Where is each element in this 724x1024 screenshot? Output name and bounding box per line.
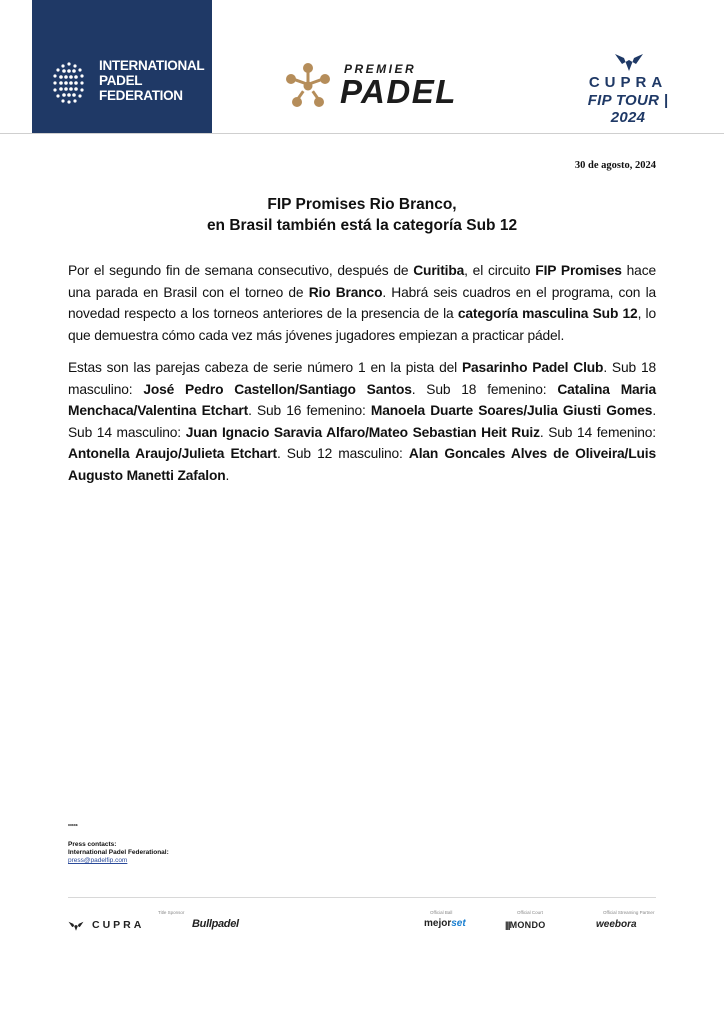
paragraph2-run: . Sub 18 masculino: xyxy=(68,360,656,397)
contacts-org: International Padel Federational: xyxy=(68,849,169,856)
paragraph-2 xyxy=(68,357,656,486)
press-contacts xyxy=(68,823,169,865)
paragraph2-run: Estas son las parejas cabeza de serie número 1 en la pista del xyxy=(68,360,462,375)
press-date: 30 de agosto, 2024 xyxy=(574,160,656,171)
paragraph2-run: . Sub 14 femenino: xyxy=(539,424,656,440)
ipf-logo-text xyxy=(99,58,204,103)
paragraph2-run: Antonella Araujo/Julieta Etchart xyxy=(68,446,277,461)
paragraph1-run: . Habrá seis cuadros en el programa, con la novedad respecto a los torneos anteriores de la presencia de la xyxy=(68,284,657,321)
fip-tour-text: FIP TOUR | 2024 xyxy=(587,92,669,126)
ipf-ball-icon xyxy=(52,60,86,106)
paragraph-1 xyxy=(68,260,656,346)
paragraph2-run: Alan Goncales Alves de Oliveira/Luis Augusto Manetti Zafalon xyxy=(68,446,657,483)
footer-cupra-text: CUPRA xyxy=(92,919,145,931)
paragraph2-run: . xyxy=(225,467,230,483)
cupra-fip-tour-logo xyxy=(574,52,682,126)
mondo-text: MONDO xyxy=(509,920,546,930)
padel-text: PADEL xyxy=(340,73,457,110)
title-line-2: en Brasil también está la categoría Sub 12 xyxy=(206,217,518,234)
paragraph2-run: José Pedro Castellon/Santiago Santos xyxy=(143,381,412,397)
paragraph1-run: hace una parada en Brasil con el torneo de xyxy=(68,263,656,300)
paragraph2-run: . Sub 14 masculino: xyxy=(68,403,656,440)
ipf-logo-block xyxy=(32,0,212,133)
premier-text: PREMIER xyxy=(344,62,417,76)
footer-divider xyxy=(68,897,656,898)
press-title xyxy=(0,194,724,236)
paragraph2-run: Juan Ignacio Saravia Alfaro/Mateo Sebastian Heit Ruiz xyxy=(185,424,540,440)
paragraph1-run: Rio Branco xyxy=(308,284,383,300)
cupra-emblem-icon xyxy=(614,52,644,72)
page-header xyxy=(0,0,724,133)
contacts-separator: ***** xyxy=(68,824,78,830)
paragraph2-run: Manoela Duarte Soares/Julia Giusti Gomes xyxy=(370,403,653,418)
footer-weebora-logo: weebora xyxy=(596,919,637,930)
contacts-heading: Press contacts: xyxy=(68,841,117,848)
premier-padel-flower-icon xyxy=(286,63,330,109)
ipf-line-2: PADEL xyxy=(99,73,143,88)
footer-mondo-logo xyxy=(505,920,546,930)
contacts-email-link[interactable]: press@padelfip.com xyxy=(68,857,128,864)
mejorset-text-b: set xyxy=(451,918,466,929)
label-official-court: Official Court xyxy=(517,910,543,915)
paragraph1-run: FIP Promises xyxy=(535,263,622,278)
paragraph2-run: Catalina Maria Menchaca/Valentina Etchart xyxy=(68,381,656,418)
mejorset-text-a: mejor xyxy=(424,918,452,929)
paragraph1-run: , lo que demuestra cómo cada vez más jóvenes jugadores empiezan a practicar pádel. xyxy=(68,306,656,343)
paragraph2-run: Pasarinho Padel Club xyxy=(461,360,604,375)
footer-cupra-logo xyxy=(68,918,168,934)
label-title-sponsor: Title Sponsor xyxy=(158,910,185,915)
cupra-wordmark: CUPRA xyxy=(588,74,668,91)
paragraph1-run: , el circuito xyxy=(464,263,536,278)
paragraph1-run: Curitiba xyxy=(413,263,465,278)
paragraph1-run: Por el segundo fin de semana consecutivo, después de xyxy=(68,263,414,278)
title-line-1: FIP Promises Rio Branco, xyxy=(267,196,457,213)
ipf-line-1: INTERNATIONAL xyxy=(99,58,205,73)
paragraph2-run: . Sub 18 femenino: xyxy=(411,381,558,397)
label-official-streaming: Official Streaming Partner xyxy=(603,910,655,915)
footer-bullpadel-logo: Bullpadel xyxy=(192,918,239,930)
label-official-ball: Official Ball xyxy=(430,910,453,915)
ipf-line-3: FEDERATION xyxy=(99,88,183,103)
paragraph2-run: . Sub 16 femenino: xyxy=(248,403,371,418)
paragraph1-run: categoría masculina Sub 12 xyxy=(457,306,638,321)
footer-mejorset-logo xyxy=(424,918,466,929)
premier-padel-logo xyxy=(286,60,486,112)
cupra-emblem-icon xyxy=(68,920,84,932)
header-divider xyxy=(0,133,724,134)
mondo-mark-icon: ||| xyxy=(505,920,510,930)
paragraph2-run: . Sub 12 masculino: xyxy=(276,446,409,461)
